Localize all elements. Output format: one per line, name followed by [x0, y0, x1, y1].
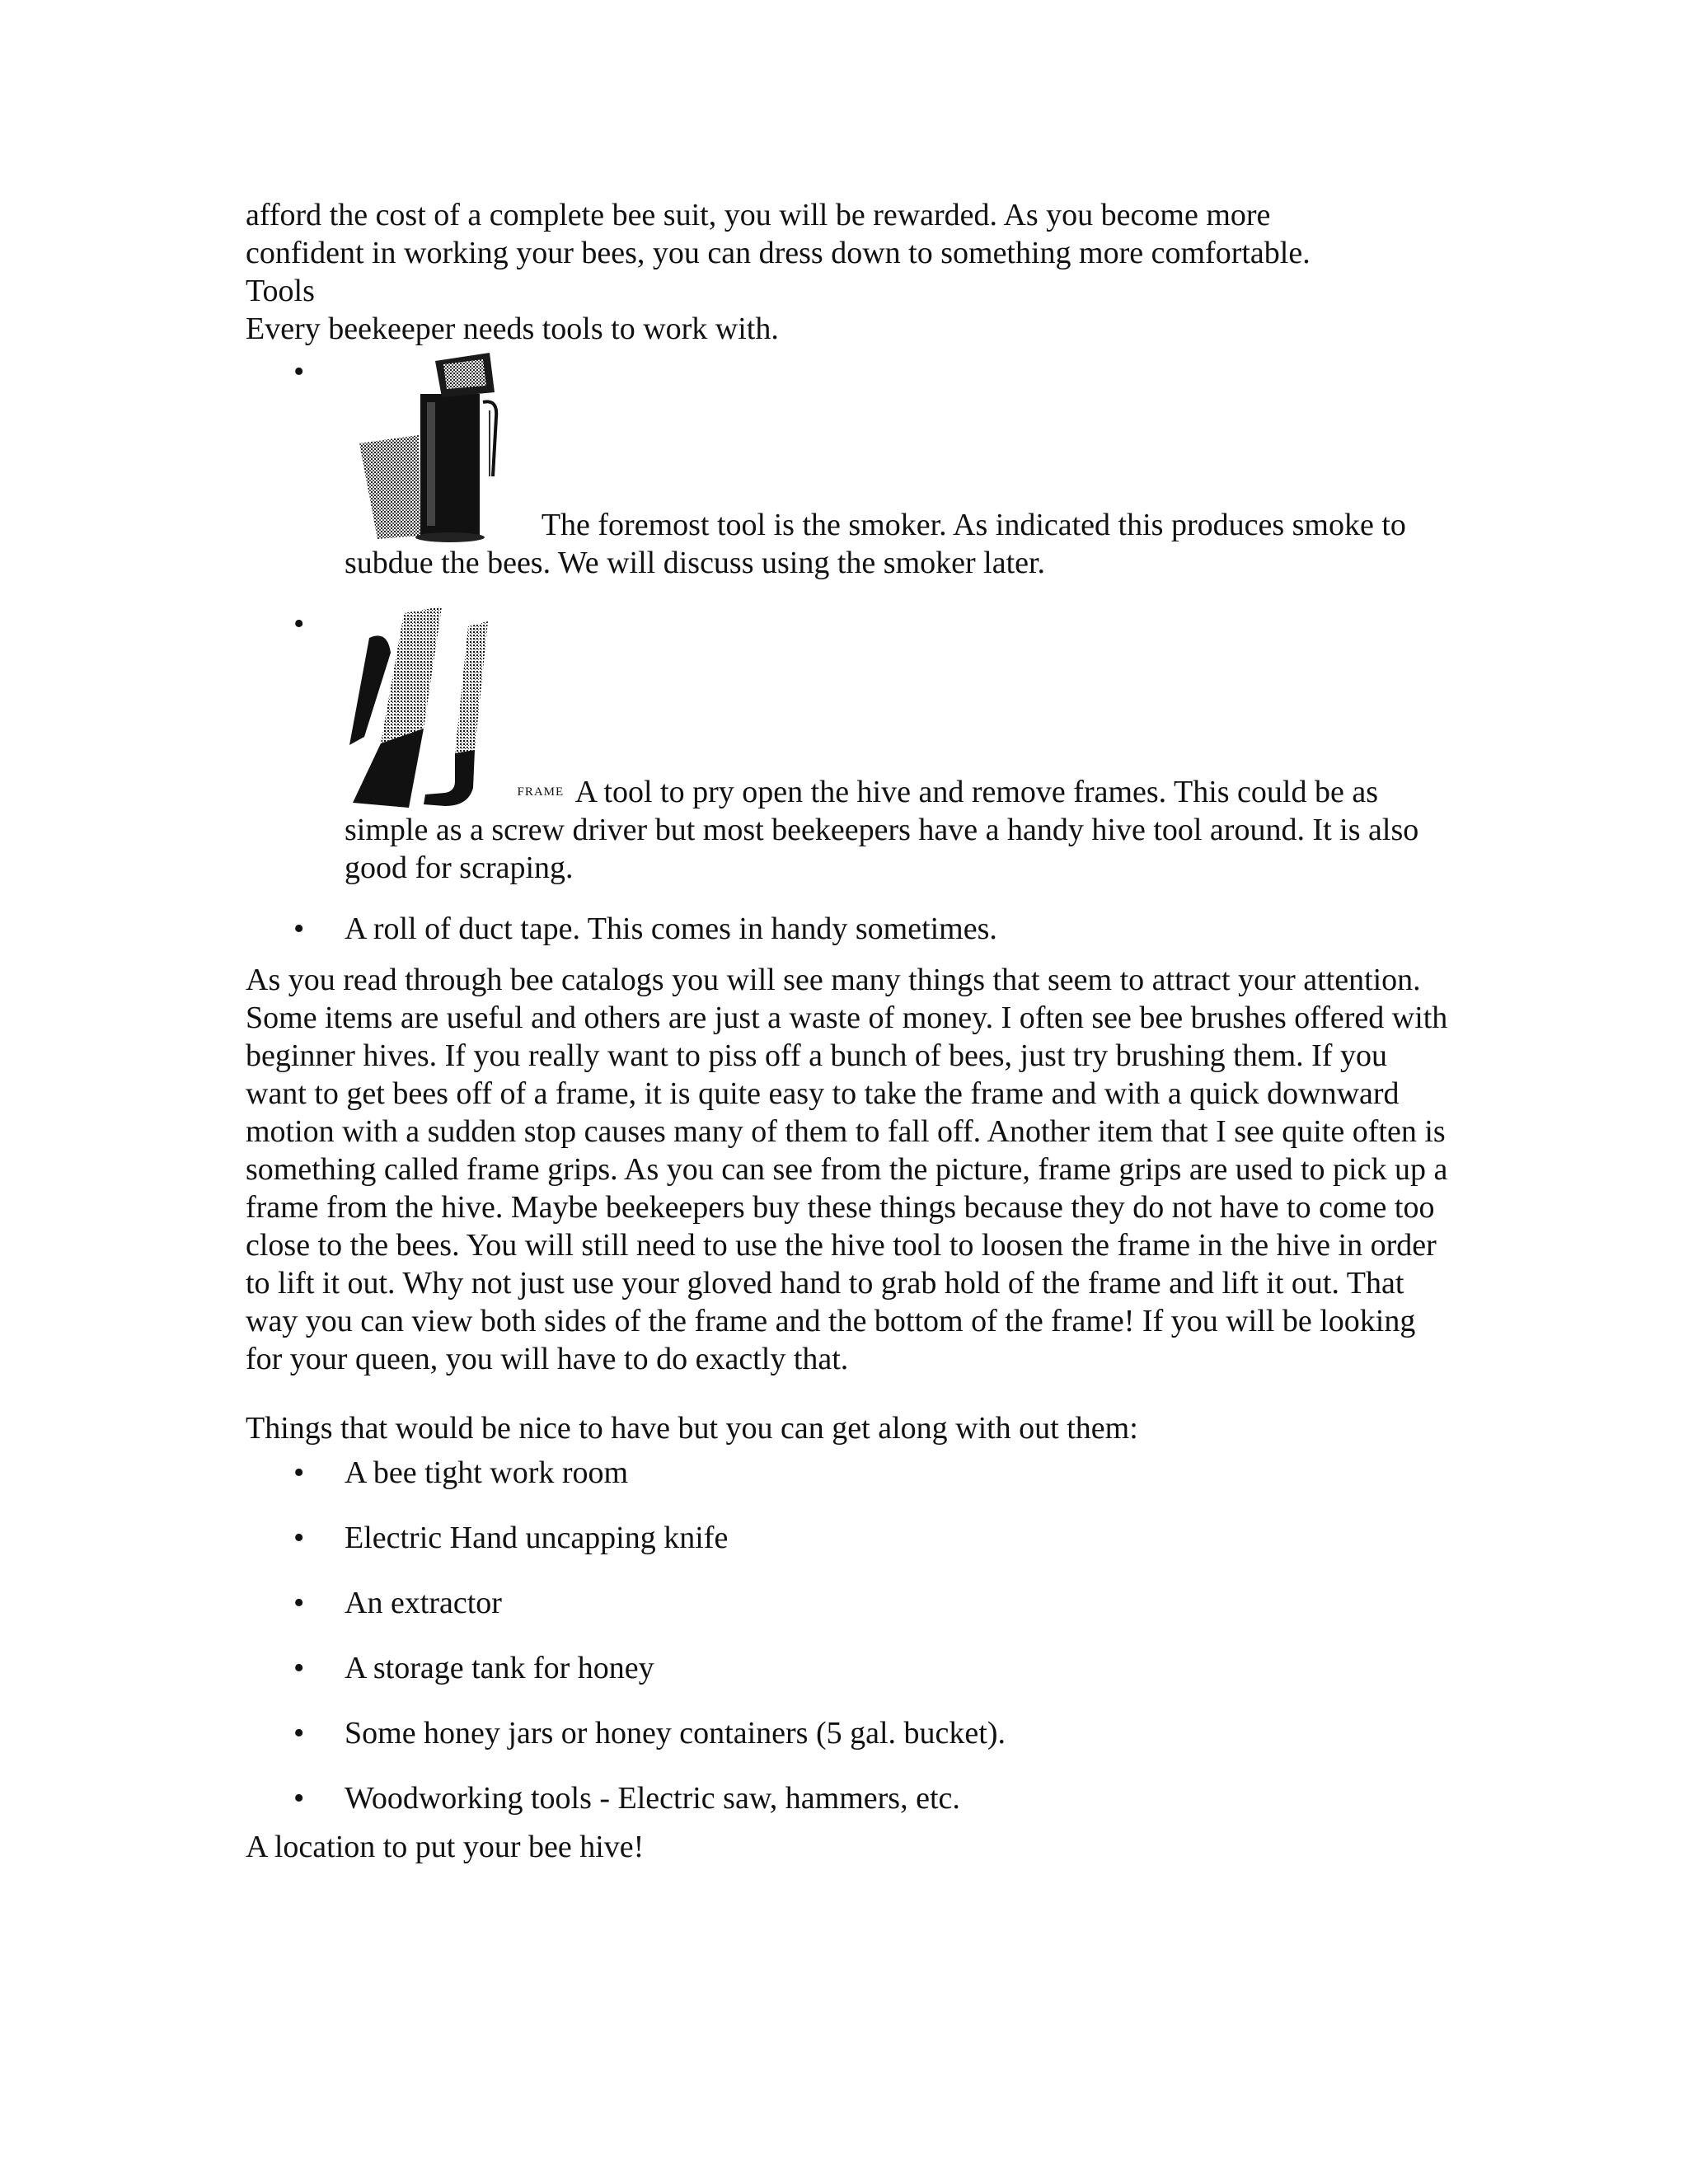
- smoker-illustration: [345, 353, 534, 544]
- list-item: • An extractor: [246, 1584, 1449, 1622]
- list-item: • A bee tight work room: [246, 1454, 1449, 1492]
- hive-tool-illustration: [345, 605, 509, 811]
- nice-to-have-list: [246, 1454, 1449, 1817]
- closing-line: A location to put your bee hive!: [246, 1830, 645, 1864]
- intro-block: [246, 196, 1449, 348]
- section-heading-tools: Tools: [246, 274, 315, 308]
- tools-lead: Every beekeeper needs tools to work with.: [246, 312, 779, 346]
- list-item: • Electric Hand uncapping knife: [246, 1519, 1449, 1557]
- list-item-smoker: [246, 353, 1449, 582]
- catalog-paragraph: As you read through bee catalogs you will see many things that seem to attract your attention. Some items are useful and others are just a waste of money. I often see bee brushes offered with beginner hives. If you really want to piss off a bunch of bees, just try brushing them. If you want to get bees off of a frame, it is quite easy to take the frame and with a quick downward motion with a sudden stop causes many of them to fall off. Another item that I see quite often is something called frame grips. As you can see from the picture, frame grips are used to pick up a frame from the hive. Maybe beekeepers buy these things because they do not have to come too close to the bees. You will still need to use the hive tool to loosen the frame in the hive in order to lift it out. Why not just use your gloved hand to grab hold of the frame and lift it out. That way you can view both sides of the frame and the bottom of the frame! If you will be looking for your queen, you will have to do exactly that.: [246, 963, 1448, 1376]
- intro-line-2: confident in working your bees, you can dress down to something more comfortable.: [246, 236, 1311, 270]
- list-item-duct-tape: • A roll of duct tape. This comes in handy sometimes.: [246, 910, 1449, 948]
- list-item: • Some honey jars or honey containers (5 gal. bucket).: [246, 1714, 1449, 1752]
- tools-list: [246, 353, 1449, 948]
- intro-line-1: afford the cost of a complete bee suit, you will be rewarded. As you become more: [246, 198, 1271, 232]
- smoker-description: The foremost tool is the smoker. As indicated this produces smoke to subdue the bees. We will discuss using the smoker later.: [345, 508, 1406, 580]
- hive-tool-description: A tool to pry open the hive and remove frames. This could be as simple as a screw driver but most beekeepers have a handy hive tool around. It is also good for scraping.: [345, 775, 1419, 885]
- document-page: [246, 196, 1449, 1897]
- hive-tool-image-label: FRAME: [517, 785, 565, 799]
- nice-to-have-lead: Things that would be nice to have but you can get along with out them:: [246, 1411, 1138, 1446]
- list-item: • A storage tank for honey: [246, 1649, 1449, 1687]
- list-item: • Woodworking tools - Electric saw, hammers, etc.: [246, 1779, 1449, 1817]
- list-item-hive-tool: [246, 605, 1449, 887]
